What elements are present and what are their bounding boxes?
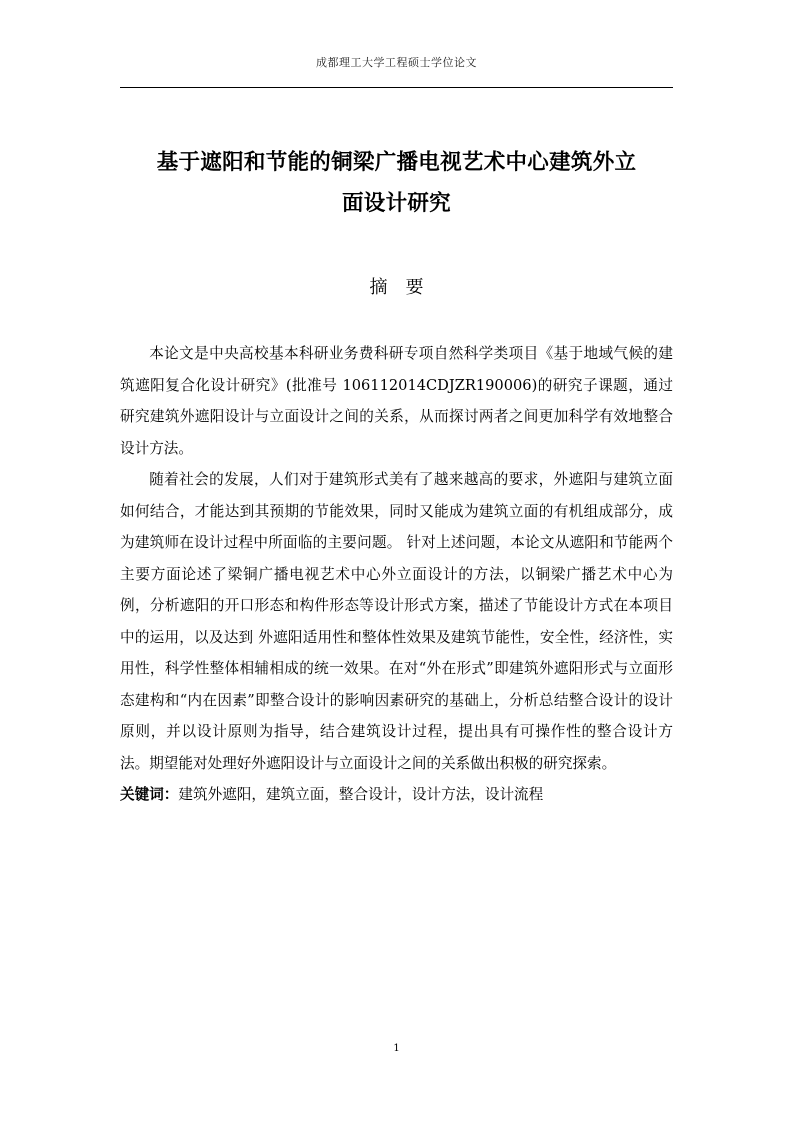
header-divider (120, 87, 673, 88)
thesis-title-line-2: 面设计研究 (341, 191, 451, 216)
keywords-label: 关键词： (120, 786, 179, 803)
keywords-line (120, 779, 673, 811)
keywords-list: 建筑外遮阳，建筑立面，整合设计，设计方法，设计流程 (178, 786, 544, 803)
running-header: 成都理工大学工程硕士学位论文 (316, 56, 477, 69)
abstract-heading: 摘要 (369, 277, 442, 298)
page-number: 1 (393, 1043, 400, 1054)
thesis-title-line-1: 基于遮阳和节能的铜梁广播电视艺术中心建筑外立 (156, 150, 637, 175)
abstract-paragraph-2: 随着社会的发展，人们对于建筑形式美有了越来越高的要求，外遮阳与建筑立面如何结合，才能达到其预期的节能效果，同时又能成为建筑立面的有机组成部分，成为建筑师在设计过程中所面临的主要问题。 针对上述问题，本论文从遮阳和节能两个主要方面论述了梁铜广播电视艺术中心外立面设计的方法，以铜梁广播艺术中心为例，分析遮阳的开口形态和构件形态等设计形式方案，描述了节能设计方式在本项目中的运用，以及达到 外遮阳适用性和整体性效果及建筑节能性，安全性，经济性，实用性，科学性整体相辅相成的统一效果。在对“外在形式”即建筑外遮阳形式与立面形态建构和“内在因素”即整合设计的影响因素研究的基础上，分析总结整合设计的设计原则，并以设计原则为指导，结合建筑设计过程，提出具有可操作性的整合设计方法。期望能对处理好外遮阳设计与立面设计之间的关系做出积极的研究探索。 (120, 471, 673, 772)
thesis-title (120, 142, 673, 224)
abstract-body (120, 338, 673, 811)
abstract-paragraph-1: 本论文是中央高校基本科研业务费科研专项自然科学类项目《基于地域气候的建筑遮阳复合化设计研究》(批准号 106112014CDJZR190006)的研究子课题，通过研究建筑外遮阳设计与立面设计之间的关系，从而探讨两者之间更加科学有效地整合设计方法。 (120, 345, 673, 457)
